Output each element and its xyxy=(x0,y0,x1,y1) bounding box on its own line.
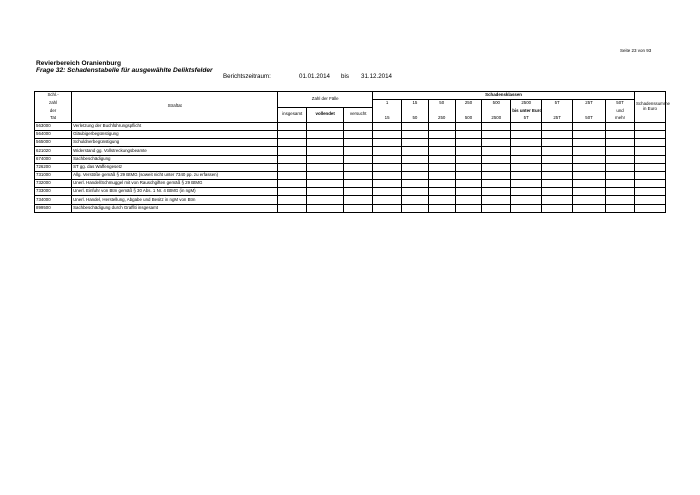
offense-name: Allg. Verstöße gemäß § 29 BtMG (soweit nicht unter 7340 pp. zu erfassen) xyxy=(72,171,278,179)
value-cell xyxy=(573,204,606,212)
offense-name: Unerl. Handel/Schmuggel mit von Rauschgiften gemäß § 29 BtMG xyxy=(72,180,278,188)
header-attempted: versucht xyxy=(344,107,373,122)
value-cell xyxy=(373,196,402,204)
table-row xyxy=(35,122,666,130)
value-cell xyxy=(606,171,635,179)
value-cell xyxy=(278,171,307,179)
header-key-4: Tat xyxy=(35,115,72,123)
value-cell xyxy=(635,196,666,204)
value-cell xyxy=(482,171,511,179)
class-to-7: 50T xyxy=(573,115,606,123)
value-cell xyxy=(402,163,429,171)
value-cell xyxy=(373,180,402,188)
value-cell xyxy=(428,130,455,138)
page-number: Seite 23 von 93 xyxy=(620,48,652,53)
class-gap-8: und xyxy=(606,107,635,114)
value-cell xyxy=(402,204,429,212)
value-cell xyxy=(455,155,482,163)
value-cell xyxy=(511,163,542,171)
offense-name: Unerl. Einfuhr von Btm gemäß § 30 Abs. 1 Nr. 4 BtMG (in ngM) xyxy=(72,188,278,196)
value-cell xyxy=(428,188,455,196)
value-cell xyxy=(307,130,344,138)
value-cell xyxy=(542,130,573,138)
offense-name: Sachbeschädigung xyxy=(72,155,278,163)
header-key-2: zahl xyxy=(35,100,72,108)
class-to-4: 2500 xyxy=(482,115,511,123)
value-cell xyxy=(482,122,511,130)
value-cell xyxy=(402,171,429,179)
value-cell xyxy=(278,147,307,155)
value-cell xyxy=(344,163,373,171)
value-cell xyxy=(542,163,573,171)
value-cell xyxy=(606,147,635,155)
header-total-damage xyxy=(635,92,670,123)
value-cell xyxy=(606,196,635,204)
value-cell xyxy=(428,155,455,163)
value-cell xyxy=(278,139,307,147)
header-total-cases: insgesamt xyxy=(278,107,307,122)
table-row xyxy=(35,204,666,212)
offense-key: 733000 xyxy=(35,188,72,196)
value-cell xyxy=(606,204,635,212)
period-separator: bis xyxy=(341,73,349,80)
value-cell xyxy=(542,155,573,163)
value-cell xyxy=(278,130,307,138)
header-key-3: der xyxy=(35,107,72,114)
period-from: 01.01.2014 xyxy=(299,73,330,80)
value-cell xyxy=(606,122,635,130)
class-from-2: 50 xyxy=(428,100,455,108)
class-gap-7 xyxy=(573,107,606,114)
value-cell xyxy=(542,147,573,155)
value-cell xyxy=(344,122,373,130)
value-cell xyxy=(606,188,635,196)
value-cell xyxy=(573,130,606,138)
value-cell xyxy=(428,122,455,130)
class-to-5: 5T xyxy=(511,115,542,123)
value-cell xyxy=(606,155,635,163)
value-cell xyxy=(373,188,402,196)
class-from-1: 15 xyxy=(402,100,429,108)
class-from-6: 5T xyxy=(542,100,573,108)
value-cell xyxy=(606,180,635,188)
damage-table xyxy=(34,91,670,213)
value-cell xyxy=(373,122,402,130)
value-cell xyxy=(307,196,344,204)
table-row xyxy=(35,130,666,138)
header-case-count: Zahl der Fälle xyxy=(278,92,373,108)
value-cell xyxy=(635,139,666,147)
value-cell xyxy=(455,171,482,179)
class-to-6: 25T xyxy=(542,115,573,123)
offense-key: 621020 xyxy=(35,147,72,155)
value-cell xyxy=(428,204,455,212)
class-gap-4 xyxy=(482,107,511,114)
value-cell xyxy=(573,180,606,188)
offense-key: 732000 xyxy=(35,180,72,188)
value-cell xyxy=(542,196,573,204)
value-cell xyxy=(307,188,344,196)
value-cell xyxy=(511,204,542,212)
value-cell xyxy=(573,196,606,204)
value-cell xyxy=(606,130,635,138)
offense-key: 899500 xyxy=(35,204,72,212)
table-row xyxy=(35,155,666,163)
value-cell xyxy=(635,188,666,196)
table-row xyxy=(35,196,666,204)
class-to-0: 15 xyxy=(373,115,402,123)
header-damage-classes: Schadensklassen xyxy=(373,92,635,100)
value-cell xyxy=(402,139,429,147)
value-cell xyxy=(344,204,373,212)
value-cell xyxy=(482,204,511,212)
value-cell xyxy=(511,171,542,179)
value-cell xyxy=(635,155,666,163)
value-cell xyxy=(635,180,666,188)
value-cell xyxy=(344,180,373,188)
value-cell xyxy=(455,147,482,155)
value-cell xyxy=(573,139,606,147)
value-cell xyxy=(402,196,429,204)
class-to-3: 500 xyxy=(455,115,482,123)
value-cell xyxy=(373,171,402,179)
header-total-line-2: in Euro xyxy=(643,105,657,111)
value-cell xyxy=(606,163,635,171)
value-cell xyxy=(542,171,573,179)
value-cell xyxy=(402,122,429,130)
value-cell xyxy=(278,180,307,188)
value-cell xyxy=(455,122,482,130)
offense-name: ST gg. das Waffengesetz xyxy=(72,163,278,171)
value-cell xyxy=(573,122,606,130)
value-cell xyxy=(542,188,573,196)
table-row xyxy=(35,180,666,188)
header-key-1: Schl.- xyxy=(35,92,72,100)
class-gap-6 xyxy=(542,107,573,114)
table-row xyxy=(35,163,666,171)
value-cell xyxy=(455,188,482,196)
offense-key: 564000 xyxy=(35,130,72,138)
offense-name: Sachbeschädigung durch Graffiti insgesamt xyxy=(72,204,278,212)
header-total-line-1: Schadenssumme xyxy=(636,101,670,107)
value-cell xyxy=(307,163,344,171)
value-cell xyxy=(344,130,373,138)
value-cell xyxy=(542,139,573,147)
value-cell xyxy=(307,139,344,147)
class-gap-0 xyxy=(373,107,402,114)
region-title: Revierbereich Oranienburg xyxy=(36,60,122,67)
value-cell xyxy=(344,171,373,179)
value-cell xyxy=(344,147,373,155)
value-cell xyxy=(635,147,666,155)
offense-name: Schuldnerbegünstigung xyxy=(72,139,278,147)
header-completed: vollendet xyxy=(307,107,344,122)
value-cell xyxy=(511,188,542,196)
value-cell xyxy=(428,196,455,204)
value-cell xyxy=(606,139,635,147)
value-cell xyxy=(278,188,307,196)
value-cell xyxy=(635,163,666,171)
value-cell xyxy=(455,204,482,212)
value-cell xyxy=(482,147,511,155)
value-cell xyxy=(402,155,429,163)
value-cell xyxy=(573,188,606,196)
value-cell xyxy=(402,180,429,188)
value-cell xyxy=(373,204,402,212)
value-cell xyxy=(278,204,307,212)
value-cell xyxy=(482,163,511,171)
value-cell xyxy=(278,155,307,163)
table-row xyxy=(35,139,666,147)
value-cell xyxy=(278,163,307,171)
value-cell xyxy=(307,180,344,188)
value-cell xyxy=(455,139,482,147)
class-to-1: 50 xyxy=(402,115,429,123)
offense-key: 563000 xyxy=(35,122,72,130)
class-from-5: 2500 xyxy=(511,100,542,108)
value-cell xyxy=(482,196,511,204)
value-cell xyxy=(373,147,402,155)
value-cell xyxy=(344,155,373,163)
value-cell xyxy=(482,139,511,147)
value-cell xyxy=(482,188,511,196)
value-cell xyxy=(511,147,542,155)
value-cell xyxy=(428,139,455,147)
value-cell xyxy=(402,130,429,138)
value-cell xyxy=(511,155,542,163)
value-cell xyxy=(428,180,455,188)
value-cell xyxy=(573,171,606,179)
class-to-8: mehr xyxy=(606,115,635,123)
value-cell xyxy=(455,130,482,138)
value-cell xyxy=(482,130,511,138)
value-cell xyxy=(542,122,573,130)
value-cell xyxy=(344,196,373,204)
value-cell xyxy=(278,196,307,204)
value-cell xyxy=(373,163,402,171)
offense-key: 565000 xyxy=(35,139,72,147)
offense-name: Verletzung der Buchführungspflicht xyxy=(72,122,278,130)
value-cell xyxy=(635,130,666,138)
value-cell xyxy=(428,171,455,179)
offense-key: 726200 xyxy=(35,163,72,171)
table-row xyxy=(35,147,666,155)
value-cell xyxy=(635,122,666,130)
value-cell xyxy=(307,122,344,130)
value-cell xyxy=(344,188,373,196)
value-cell xyxy=(511,196,542,204)
value-cell xyxy=(573,147,606,155)
value-cell xyxy=(455,196,482,204)
value-cell xyxy=(373,139,402,147)
value-cell xyxy=(635,171,666,179)
offense-key: 674000 xyxy=(35,155,72,163)
class-gap-3 xyxy=(455,107,482,114)
value-cell xyxy=(573,155,606,163)
class-to-2: 250 xyxy=(428,115,455,123)
period-label: Berichtszeitraum: xyxy=(223,73,271,80)
class-from-4: 500 xyxy=(482,100,511,108)
table-row xyxy=(35,171,666,179)
offense-name: Widerstand gg. Vollstreckungsbeamte xyxy=(72,147,278,155)
value-cell xyxy=(455,180,482,188)
value-cell xyxy=(455,163,482,171)
value-cell xyxy=(482,180,511,188)
value-cell xyxy=(573,163,606,171)
value-cell xyxy=(428,147,455,155)
class-gap-2 xyxy=(428,107,455,114)
class-from-8: 50T xyxy=(606,100,635,108)
currency-note: bis unter Euro xyxy=(512,107,543,113)
offense-key: 734000 xyxy=(35,196,72,204)
offense-name: Gläubigerbegünstigung xyxy=(72,130,278,138)
offense-name: Unerl. Handel, Herstellung, Abgabe und Besitz in ngM von Btm xyxy=(72,196,278,204)
class-from-3: 250 xyxy=(455,100,482,108)
value-cell xyxy=(307,155,344,163)
value-cell xyxy=(307,171,344,179)
value-cell xyxy=(373,155,402,163)
header-offense: Straftat xyxy=(72,92,278,123)
period-to: 31.12.2014 xyxy=(361,73,392,80)
class-from-0: 1 xyxy=(373,100,402,108)
value-cell xyxy=(482,155,511,163)
value-cell xyxy=(373,130,402,138)
value-cell xyxy=(542,180,573,188)
value-cell xyxy=(511,130,542,138)
value-cell xyxy=(402,147,429,155)
class-from-7: 25T xyxy=(573,100,606,108)
value-cell xyxy=(428,163,455,171)
value-cell xyxy=(511,139,542,147)
class-gap-1 xyxy=(402,107,429,114)
value-cell xyxy=(635,204,666,212)
question-title: Frage 32: Schadenstabelle für ausgewählte Deliktsfelder xyxy=(36,67,213,74)
value-cell xyxy=(307,147,344,155)
value-cell xyxy=(307,204,344,212)
value-cell xyxy=(511,122,542,130)
value-cell xyxy=(344,139,373,147)
value-cell xyxy=(542,204,573,212)
value-cell xyxy=(511,180,542,188)
value-cell xyxy=(278,122,307,130)
value-cell xyxy=(402,188,429,196)
offense-key: 731000 xyxy=(35,171,72,179)
table-row xyxy=(35,188,666,196)
